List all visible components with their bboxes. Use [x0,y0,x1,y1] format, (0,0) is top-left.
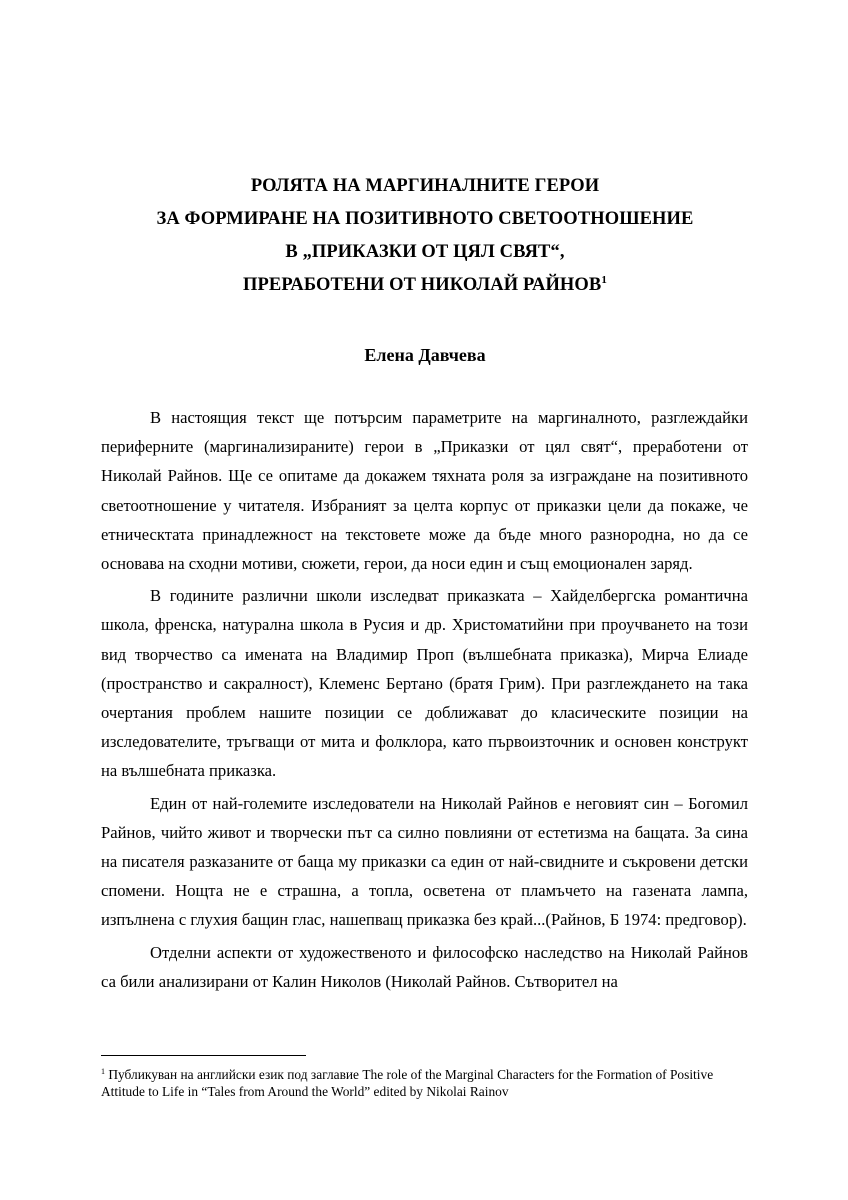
author-name: Елена Давчева [364,345,486,365]
footnote-text: Публикуван на английски език под заглавие The role of the Marginal Characters for the Formation of Positive Attitude to Life in “Tales from Around the World” edited by Nikolai Rainov [101,1067,714,1099]
paragraph-3: Един от най-големите изследователи на Николай Райнов е неговият син – Богомил Райнов, чийто живот и творчески път са силно повлияни от естетизма на бащата. За сина на писателя разказаните от баща му приказки са един от най-свидните и съкровени детски спомени. Нощта не е страшна, а топла, осветена от пламъчето на газената лампа, изпълнена с глухия бащин глас, нашепващ приказка без край...(Райнов, Б 1974: предговор). [101,793,748,930]
title-line-1: РОЛЯТА НА МАРГИНАЛНИТЕ ГЕРОИ [250,176,600,196]
paragraph-2: В годините различни школи изследват приказката – Хайделбергска романтична школа, френска, натурална школа в Русия и др. Христоматийни при проучването на този вид творчество са имената на Владимир Проп (вълшебната приказка), Мирча Елиаде (пространство и сакралност), Клеменс Бертано (братя Грим). При разглеждането на така очертания проблем нашите позиции се доближават до класическите позиции на изследователите, тръгващи от мита и фолклора, като първоизточник и основен конструкт на вълшебната приказка. [101,586,748,781]
title-line-3: В „ПРИКАЗКИ ОТ ЦЯЛ СВЯТ“, [285,242,565,262]
title-footnote-ref[interactable]: 1 [601,274,607,286]
title-line-2: ЗА ФОРМИРАНЕ НА ПОЗИТИВНОТО СВЕТООТНОШЕНИЕ [156,209,694,229]
paragraph-1: В настоящия текст ще потърсим параметрите на маргиналното, разглеждайки периферните (маргинализираните) герои в „Приказки от цял свят“, преработени от Николай Райнов. Ще се опитаме да докажем тяхната роля за изграждане на позитивното светоотношение у читателя. Избраният за целта корпус от приказки цели да покаже, че етническтата принадлежност на текстовете може да бъде много разнородна, но да се основава на сходни мотиви, сюжети, герои, да носи един и същ емоционален заряд. [101,408,748,574]
title-line-4 [100,269,750,302]
paragraph-4: Отделни аспекти от художественото и философско наследство на Николай Райнов са били анализирани от Калин Николов (Николай Райнов. Сътворител на [101,942,748,991]
title-line-4-text: ПРЕРАБОТЕНИ ОТ НИКОЛАЙ РАЙНОВ [243,275,602,295]
footnote-number: 1 [101,1067,105,1076]
footnote [101,1066,748,1100]
footnote-separator [101,1055,306,1056]
article-title [100,170,750,302]
article-body [101,403,748,996]
